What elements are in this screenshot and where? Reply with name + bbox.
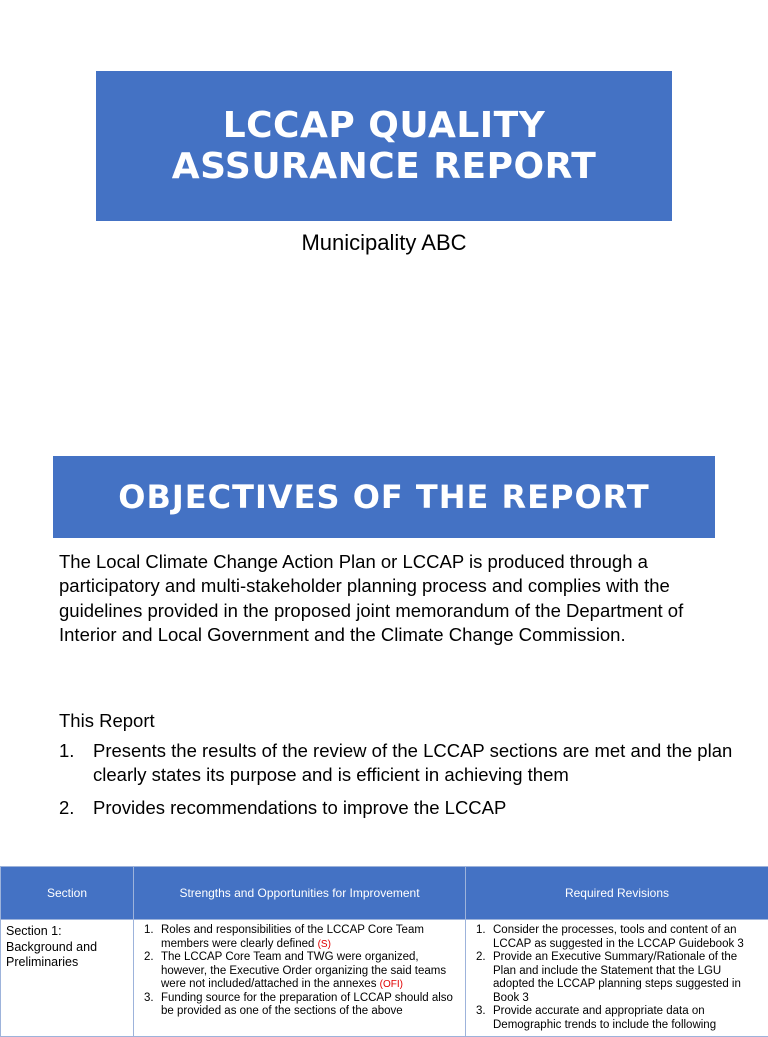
table-header-row — [1, 867, 768, 920]
item-number: 2. — [144, 951, 154, 965]
section-name: Section 1: Background and Preliminaries — [6, 924, 97, 969]
header-revisions: Required Revisions — [466, 867, 768, 920]
list-item — [471, 951, 763, 1005]
list-item — [471, 924, 763, 951]
header-section: Section — [1, 867, 134, 920]
item-text: Provide an Executive Summary/Rationale of the Plan and include the Statement that the LGU adopted the LCCAP planning steps suggested in Book 3 — [493, 951, 741, 1004]
header-strengths: Strengths and Opportunities for Improvement — [134, 867, 466, 920]
strengths-list — [139, 924, 460, 1019]
list-item — [139, 951, 460, 992]
item-number: 3. — [476, 1005, 486, 1019]
list-item-number: 1. — [59, 739, 74, 763]
item-text: Provide accurate and appropriate data on Demographic trends to include the following — [493, 1005, 716, 1031]
objectives-heading: OBJECTIVES OF THE REPORT — [118, 478, 649, 516]
list-item — [139, 924, 460, 951]
item-text: Consider the processes, tools and content of an LCCAP as suggested in the LCCAP Guidebook 3 — [493, 924, 744, 950]
item-number: 3. — [144, 992, 154, 1006]
list-item — [471, 1005, 763, 1032]
title-line-2: ASSURANCE REPORT — [172, 146, 597, 187]
title-banner — [96, 71, 672, 221]
list-item-text: Provides recommendations to improve the LCCAP — [93, 797, 506, 818]
subtitle: Municipality ABC — [0, 230, 768, 256]
strengths-cell — [134, 920, 466, 1037]
objectives-intro: The Local Climate Change Action Plan or LCCAP is produced through a participatory and multi-stakeholder planning process and complies with the guidelines provided in the proposed joint memorandum of the Department of Interior and Local Government and the Climate Change Commission. — [59, 550, 739, 647]
report-list — [59, 739, 739, 828]
list-item — [139, 992, 460, 1019]
qa-table — [0, 866, 768, 1037]
objectives-banner — [53, 456, 715, 538]
title-line-1: LCCAP QUALITY — [172, 105, 597, 146]
revisions-cell — [466, 920, 768, 1037]
ofi-tag: (OFI) — [380, 979, 403, 990]
item-number: 1. — [476, 924, 486, 938]
item-text: Roles and responsibilities of the LCCAP Core Team members were clearly defined — [161, 924, 424, 950]
table-row — [1, 920, 768, 1037]
list-item — [59, 796, 739, 820]
list-item-number: 2. — [59, 796, 74, 820]
item-text: Funding source for the preparation of LCCAP should also be provided as one of the sections of the above — [161, 992, 453, 1018]
section-cell — [1, 920, 134, 1037]
strength-tag: (S) — [318, 939, 331, 950]
list-item-text: Presents the results of the review of the LCCAP sections are met and the plan clearly states its purpose and is efficient in achieving them — [93, 740, 732, 785]
item-text: The LCCAP Core Team and TWG were organized, however, the Executive Order organizing the said teams were not included/attached in the annexes — [161, 951, 446, 990]
item-number: 1. — [144, 924, 154, 938]
revisions-list — [471, 924, 763, 1032]
item-number: 2. — [476, 951, 486, 965]
list-item — [59, 739, 739, 788]
report-heading: This Report — [59, 709, 155, 733]
